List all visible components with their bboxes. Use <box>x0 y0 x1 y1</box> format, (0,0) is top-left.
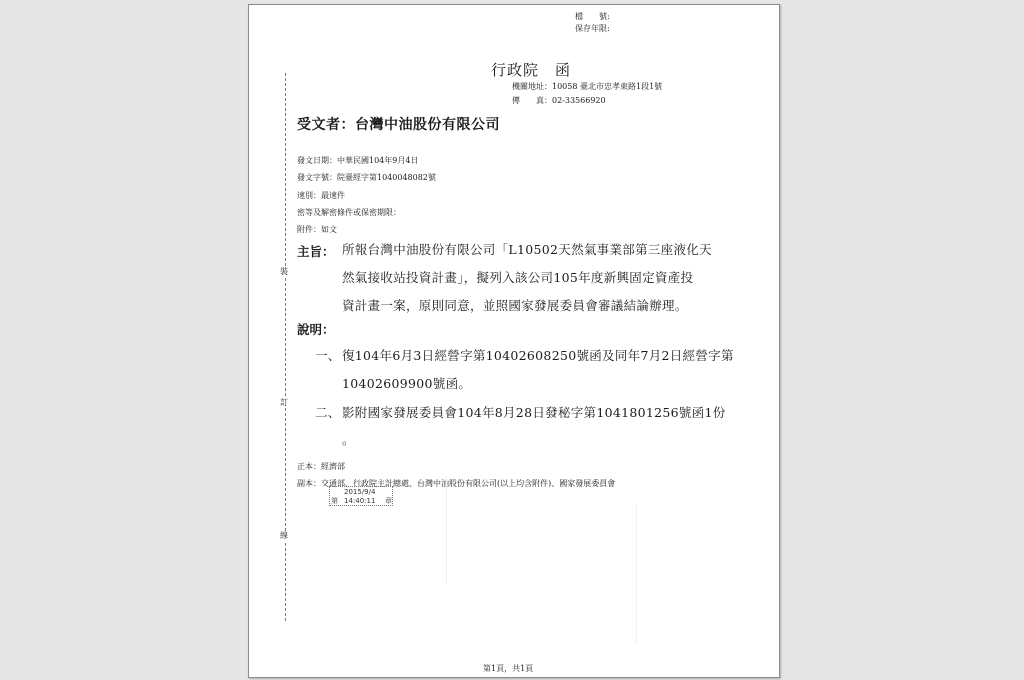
timestamp-stamp <box>329 486 393 506</box>
recipient: 受文者：台灣中油股份有限公司 <box>297 117 500 133</box>
copy-recipients: 副本：交通部、行政院主計總處、台灣中油股份有限公司(以上均含附件)、國家發展委員會 <box>297 479 616 488</box>
issue-date: 發文日期：中華民國104年9月4日 <box>297 156 419 165</box>
agency-fax: 傳 真：02-33566920 <box>512 96 606 105</box>
document-title: 行政院 函 <box>491 61 572 79</box>
subject-line-2: 然氣接收站投資計畫」，擬列入該公司105年度新興固定資產投 <box>342 270 694 285</box>
file-number-label: 檔 號: <box>575 12 610 21</box>
secrecy-level: 密等及解密條件或保密期限： <box>297 208 401 217</box>
explanation-label: 說明： <box>297 322 335 337</box>
retention-label: 保存年限: <box>575 24 610 33</box>
binding-mark-2: 訂 <box>280 398 288 407</box>
stamp-time: 14:40:11 <box>344 497 376 505</box>
issue-number: 發文字號：院臺經字第1040048082號 <box>297 173 436 182</box>
agency-address: 機關地址：10058 臺北市忠孝東路1段1號 <box>512 82 663 91</box>
explanation-item-1-number: 一、 <box>315 348 341 363</box>
attachment: 附件：如文 <box>297 225 337 234</box>
document-page <box>248 4 780 678</box>
original-recipient: 正本：經濟部 <box>297 462 345 471</box>
stamp-label-right: 章 <box>385 497 392 505</box>
delivery-speed: 速別：最速件 <box>297 191 345 200</box>
explanation-item-2-line-1: 影附國家發展委員會104年8月28日發秘字第1041801256號函1份 <box>342 405 726 420</box>
explanation-item-1-line-1: 復104年6月3日經營字第10402608250號函及同年7月2日經營字第 <box>342 348 734 363</box>
scan-artifact <box>446 475 447 585</box>
page-footer: 第1頁，共1頁 <box>483 664 534 673</box>
subject-line-1: 所報台灣中油股份有限公司「L10502天然氣事業部第三座液化天 <box>342 242 712 257</box>
binding-mark-3: 線 <box>280 531 288 540</box>
subject-line-3: 資計畫一案，原則同意，並照國家發展委員會審議結論辦理。 <box>342 298 688 313</box>
explanation-item-2-line-2: 。 <box>342 432 355 447</box>
explanation-item-2-number: 二、 <box>315 405 341 420</box>
stamp-date: 2015/9/4 <box>344 488 376 496</box>
stamp-label-left: 第 <box>331 497 338 505</box>
scan-artifact <box>636 505 637 645</box>
subject-label: 主旨： <box>297 244 335 259</box>
binding-mark-1: 裝 <box>280 267 288 276</box>
explanation-item-1-line-2: 10402609900號函。 <box>342 376 472 391</box>
